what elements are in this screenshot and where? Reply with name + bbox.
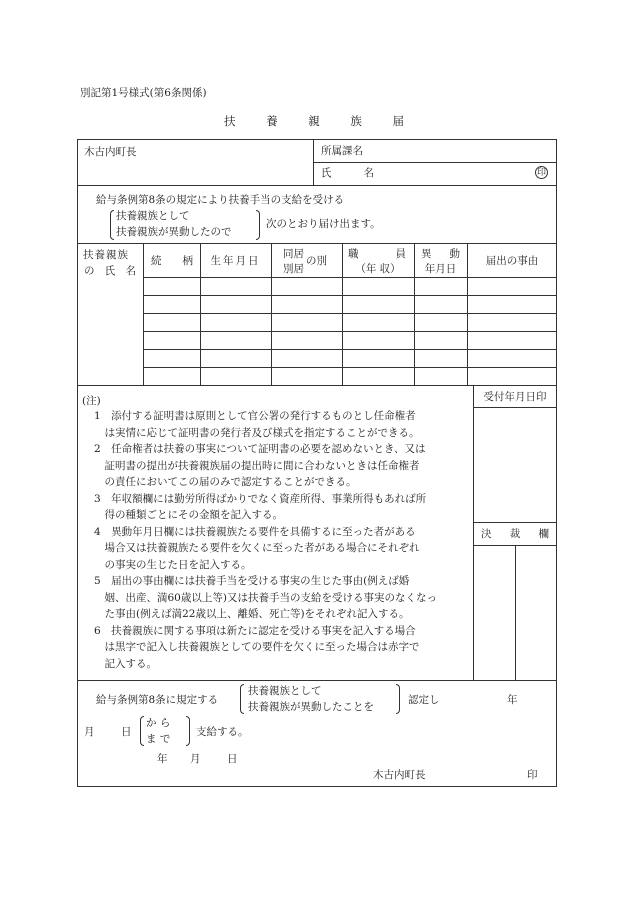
period-brace-right — [186, 716, 190, 746]
header-dependent-name: 扶養親族 — [83, 249, 129, 261]
note-line: た事由(例えば満22歳以上、離婚、死亡等)をそれぞれ記入する。 — [94, 608, 410, 620]
note-line: の事実の生じた日を記入する。 — [94, 558, 252, 571]
period-from: か ら — [146, 717, 171, 729]
mayor-signature: 木古内町長 — [373, 769, 426, 781]
note-line: 1 添付する証明書は原則として官公署の発行するものとし任命権者 — [94, 410, 416, 422]
row-line — [143, 277, 557, 278]
approval-option-changed: 扶養親族が異動したことを — [248, 701, 374, 713]
header-change — [421, 247, 460, 261]
header-char: の — [84, 265, 95, 277]
header-income: （年 収） — [355, 263, 401, 275]
decision-char: 裁 — [509, 528, 521, 540]
mayor-seal: 印 — [527, 769, 538, 781]
statement-suffix: 次のとおり届け出ます。 — [266, 218, 381, 230]
note-line: は実情に応じて証明書の発行者及び様式を指定することができる。 — [94, 426, 420, 439]
row-line — [143, 367, 557, 368]
header-cohabit: 同居 — [283, 248, 304, 260]
sign-day: 日 — [227, 753, 238, 765]
title-char: 届 — [392, 114, 404, 128]
note-line: 4 異動年月日欄には扶養親族たる要件を具備するに至った者がある — [94, 525, 416, 538]
period-brace-left — [140, 716, 144, 746]
divider — [473, 522, 557, 523]
name-label-char: 名 — [363, 167, 374, 179]
approval-month: 月 — [84, 726, 95, 738]
sign-year: 年 — [157, 753, 168, 765]
note-line: 得の種類ごとにその金額を記入する。 — [94, 509, 283, 521]
note-line: の責任においてこの届のみで認定することができる。 — [94, 476, 357, 488]
decision-label — [481, 527, 549, 541]
divider — [77, 185, 557, 186]
approval-brace-right — [396, 684, 400, 714]
approval-prefix: 給与条例第8条に規定する — [96, 694, 219, 706]
header-separate: 別居 — [283, 263, 304, 275]
header-cohabit-suffix: の別 — [306, 255, 327, 267]
sign-month: 月 — [190, 753, 201, 765]
header-dependent-name-2 — [84, 264, 136, 278]
header-change-date: 年月日 — [424, 263, 457, 275]
divider — [313, 162, 557, 163]
note-line: は黒字で記入し扶養親族としての要件を欠くに至った場合は赤字で — [94, 641, 420, 653]
divider — [473, 407, 557, 408]
form-title — [224, 114, 404, 128]
header-char: 異 — [421, 248, 432, 260]
note-line: 姻、出産、満60歳以上等)又は扶養手当の支給を受ける事実のなくなっ — [94, 591, 437, 604]
note-line: 3 年収額欄には勤労所得ばかりでなく資産所得、事業所得もあれば所 — [94, 492, 427, 505]
header-char: 職 — [348, 248, 359, 260]
option-brace-left — [110, 210, 114, 240]
note-line: 6 扶養親族に関する事項は新たに認定を受ける事実を記入する場合 — [94, 624, 416, 637]
col-line — [143, 243, 144, 385]
applicant-name-label — [321, 166, 374, 180]
header-birthdate: 生年月日 — [210, 255, 261, 267]
col-line — [271, 243, 272, 385]
approval-day: 日 — [121, 726, 132, 738]
option-changed: 扶養親族が異動したので — [116, 226, 232, 238]
divider — [77, 385, 557, 386]
note-line: 5 届出の事由欄には扶養手当を受ける事実の生じた事由(例えば婚 — [94, 575, 410, 587]
option-brace-right — [256, 210, 260, 240]
note-line: 2 任命権者は扶養の事実について証明書の必要を認めないとき、又は — [94, 443, 426, 455]
note-line: 証明書の提出が扶養親族届の提出時に間に合わないときは任命権者 — [94, 459, 420, 472]
applicant-seal: 印 — [536, 168, 546, 178]
decision-char: 欄 — [538, 528, 549, 540]
header-char: 名 — [125, 265, 136, 277]
receipt-date-stamp-label: 受付年月日印 — [483, 391, 547, 403]
header-relation — [151, 254, 193, 268]
recipient: 木古内町長 — [84, 146, 137, 158]
row-line — [143, 313, 557, 314]
row-line — [143, 349, 557, 350]
pay-text: 支給する。 — [196, 726, 249, 738]
period-until: ま で — [146, 733, 171, 745]
header-char: 動 — [449, 248, 460, 260]
note-line: 場合又は扶養親族たる要件を欠くに至った者がある場合にそれぞれ — [94, 542, 420, 554]
divider — [515, 545, 516, 680]
form-reference: 別記第1号様式(第6条関係) — [80, 87, 207, 99]
notes-heading: (注) — [82, 395, 101, 407]
header-char: 員 — [395, 248, 406, 260]
header-job — [348, 247, 406, 261]
approval-brace-left — [240, 684, 244, 714]
row-line — [143, 331, 557, 332]
title-char: 族 — [350, 114, 362, 128]
note-line: 記入する。 — [94, 657, 157, 670]
approval-option-dependent: 扶養親族として — [248, 685, 322, 697]
approval-text: 認定し — [408, 694, 440, 706]
header-char: 柄 — [182, 255, 193, 267]
approval-year: 年 — [507, 694, 518, 706]
statement-line: 給与条例第8条の規定により扶養手当の支給を受ける — [96, 194, 345, 206]
header-char: 氏 — [104, 265, 116, 277]
option-dependent: 扶養親族として — [116, 210, 190, 222]
name-label-char: 氏 — [321, 167, 332, 179]
decision-char: 決 — [481, 528, 492, 540]
header-char: 続 — [151, 255, 162, 267]
title-char: 養 — [266, 114, 278, 128]
title-char: 親 — [308, 114, 320, 128]
divider — [473, 385, 474, 680]
row-line — [143, 295, 557, 296]
divider — [77, 243, 557, 244]
title-char: 扶 — [224, 114, 236, 128]
department-label: 所属課名 — [321, 145, 363, 157]
divider — [77, 680, 557, 681]
header-reason: 届出の事由 — [485, 255, 539, 267]
